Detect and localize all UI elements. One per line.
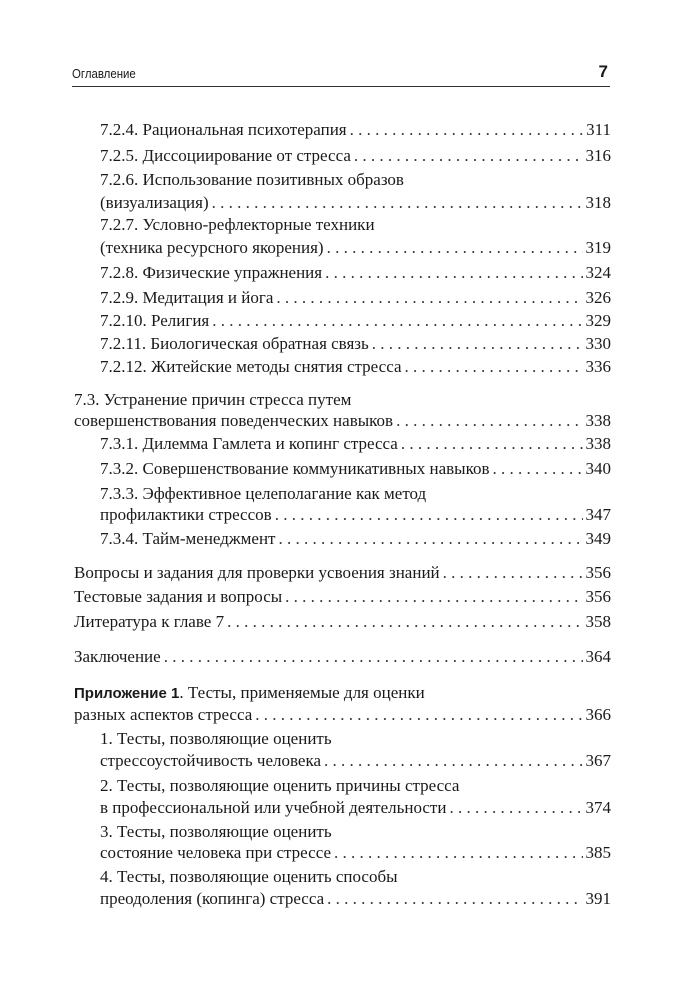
toc-entry[interactable] [100, 434, 611, 454]
dot-leader [334, 843, 583, 863]
toc-entry-text: Тестовые задания и вопросы [74, 587, 283, 606]
toc-page-number: 311 [586, 120, 611, 139]
dot-leader [285, 587, 582, 607]
toc-page-number: 356 [585, 563, 611, 582]
toc-entry-text: в профессиональной или учебной деятельности [100, 798, 447, 817]
dot-leader [324, 751, 583, 771]
toc-page-number: 319 [585, 238, 611, 257]
toc-page-number: 340 [585, 459, 611, 478]
dot-leader [354, 146, 583, 166]
toc-entry[interactable] [74, 411, 611, 431]
toc-entry-text: (техника ресурсного якорения) [100, 238, 324, 257]
toc-page-number: 326 [585, 288, 611, 307]
toc-page-number: 330 [585, 334, 611, 353]
toc-entry[interactable] [100, 238, 611, 258]
toc-entry[interactable] [100, 776, 611, 796]
toc-entry-text: 7.2.8. Физические упражнения [100, 263, 323, 282]
dot-leader [212, 311, 582, 331]
toc-entry[interactable] [100, 459, 611, 479]
toc-entry-text: преодоления (копинга) стресса [100, 889, 325, 908]
dot-leader [396, 411, 582, 431]
toc-page-number: 347 [585, 505, 611, 524]
dot-leader [325, 263, 582, 283]
toc-entry-text: 7.2.12. Житейские методы снятия стресса [100, 357, 402, 376]
appendix-label: Приложение 1 [74, 685, 180, 702]
toc-entry[interactable] [100, 193, 611, 213]
toc-entry[interactable] [100, 288, 611, 308]
dot-leader [449, 798, 582, 818]
toc-entry-text: Заключение [74, 647, 161, 666]
toc-entry[interactable] [74, 587, 611, 607]
toc-entry-text: 1. Тесты, позволяющие оценить [100, 729, 332, 748]
toc-entry[interactable] [100, 751, 611, 771]
toc-entry-text: 7.2.6. Использование позитивных образов [100, 170, 404, 189]
toc-entry-text: 7.3.3. Эффективное целеполагание как метод [100, 484, 427, 503]
toc-page-number: 324 [585, 263, 611, 282]
dot-leader [405, 357, 583, 377]
dot-leader [327, 889, 582, 909]
toc-entry[interactable] [100, 357, 611, 377]
toc-entry-text: (визуализация) [100, 193, 209, 212]
toc-entry-text: 7.2.4. Рациональная психотерапия [100, 120, 347, 139]
dot-leader [255, 705, 582, 725]
dot-leader [164, 647, 583, 667]
toc-page-number: 367 [585, 751, 611, 770]
toc-entry[interactable] [100, 822, 611, 842]
toc-page-number: 336 [585, 357, 611, 376]
dot-leader [212, 193, 583, 213]
toc-page-number: 338 [585, 434, 611, 453]
dot-leader [372, 334, 583, 354]
toc-entry[interactable] [74, 563, 611, 583]
toc-entry-text: стрессоустойчивость человека [100, 751, 321, 770]
toc-entry-text: профилактики стрессов [100, 505, 272, 524]
toc-entry-text: 7.3.4. Тайм-менеджмент [100, 529, 276, 548]
dot-leader [493, 459, 583, 479]
toc-page-number: 364 [585, 647, 611, 666]
toc-entry-text: 2. Тесты, позволяющие оценить причины стресса [100, 776, 460, 795]
toc-entry[interactable] [100, 798, 611, 818]
toc-entry-text: Литература к главе 7 [74, 612, 225, 631]
dot-leader [275, 505, 583, 525]
toc-entry-text: 7.2.9. Медитация и йога [100, 288, 274, 307]
dot-leader [276, 288, 582, 308]
toc-page-number: 358 [585, 612, 611, 631]
appendix-title: . Тесты, применяемые для оценки [179, 683, 425, 702]
toc-entry[interactable] [100, 484, 611, 504]
toc-entry-text: 7.3.1. Дилемма Гамлета и копинг стресса [100, 434, 398, 453]
toc-entry[interactable] [100, 843, 611, 863]
toc-entry-text [74, 683, 425, 704]
toc-entry[interactable] [100, 263, 611, 283]
toc-entry[interactable] [74, 705, 611, 725]
dot-leader [278, 529, 582, 549]
toc-page-number: 338 [585, 411, 611, 430]
toc-entry-text: 7.2.11. Биологическая обратная связь [100, 334, 369, 353]
dot-leader [327, 238, 583, 258]
toc-page-number: 366 [585, 705, 611, 724]
toc-entry[interactable] [100, 311, 611, 331]
dot-leader [443, 563, 583, 583]
toc-entry-text: 3. Тесты, позволяющие оценить [100, 822, 332, 841]
toc-entry[interactable] [100, 729, 611, 749]
header-page-number: 7 [598, 62, 608, 81]
toc-entry[interactable] [100, 889, 611, 909]
toc-entry[interactable] [100, 867, 611, 887]
running-header [72, 62, 610, 87]
toc-entry-text: совершенствования поведенческих навыков [74, 411, 394, 430]
toc-entry[interactable] [100, 334, 611, 354]
toc-entry-text: разных аспектов стресса [74, 705, 253, 724]
toc-entry[interactable] [74, 683, 611, 704]
toc-entry-text: состояние человека при стрессе [100, 843, 331, 862]
toc-entry[interactable] [100, 529, 611, 549]
toc-entry[interactable] [74, 647, 611, 667]
toc-entry-text: 7.3. Устранение причин стресса путем [74, 390, 352, 409]
toc-entry[interactable] [100, 120, 611, 140]
dot-leader [401, 434, 583, 454]
toc-page-number: 316 [585, 146, 611, 165]
toc-entry[interactable] [100, 146, 611, 166]
toc-entry-text: 7.3.2. Совершенствование коммуникативных навыков [100, 459, 490, 478]
toc-entry[interactable] [100, 505, 611, 525]
header-title: Оглавление [72, 66, 136, 81]
toc-page-number: 385 [585, 843, 611, 862]
toc-page-number: 329 [585, 311, 611, 330]
dot-leader [350, 120, 584, 140]
toc-entry[interactable] [100, 215, 611, 235]
toc-entry[interactable] [74, 612, 611, 632]
toc-page-number: 374 [585, 798, 611, 817]
toc-entry[interactable] [74, 390, 611, 410]
toc-entry[interactable] [100, 170, 611, 190]
toc-entry-text: Вопросы и задания для проверки усвоения знаний [74, 563, 440, 582]
dot-leader [227, 612, 582, 632]
toc-page-number: 356 [585, 587, 611, 606]
toc-entry-text: 4. Тесты, позволяющие оценить способы [100, 867, 398, 886]
toc-page-number: 349 [585, 529, 611, 548]
toc-entry-text: 7.2.7. Условно-рефлекторные техники [100, 215, 375, 234]
toc-page-number: 318 [585, 193, 611, 212]
toc-entry-text: 7.2.10. Религия [100, 311, 210, 330]
toc-entry-text: 7.2.5. Диссоциирование от стресса [100, 146, 351, 165]
toc-page-number: 391 [585, 889, 611, 908]
